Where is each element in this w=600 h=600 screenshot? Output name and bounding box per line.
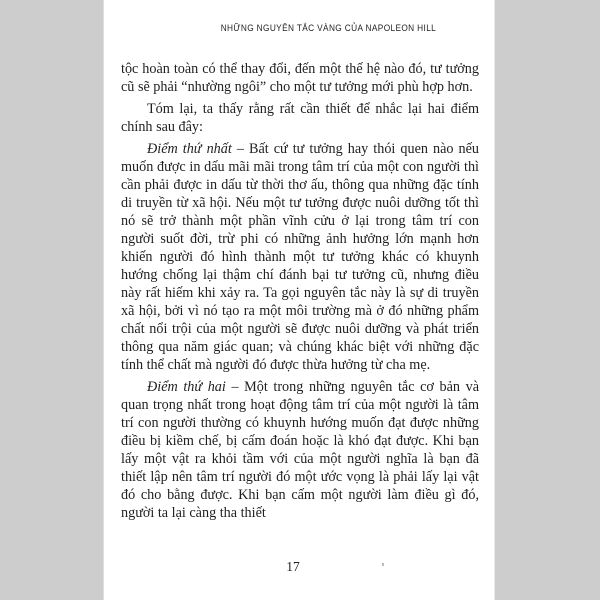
- paragraph: [121, 140, 479, 374]
- running-head: NHỮNG NGUYÊN TẮC VÀNG CỦA NAPOLEON HILL: [220, 23, 437, 33]
- paragraph: [121, 378, 479, 522]
- paragraph: [121, 60, 479, 96]
- paragraph-lead-italic: Điểm thứ nhất: [147, 141, 232, 157]
- paragraph-text: – Bất cứ tư tưởng hay thói quen nào nếu muốn được in dấu mãi mãi trong tâm trí của một con người thì cần phải được in dấu từ thời thơ ấu, thông qua những đặc tính di truyền từ xã hội. Nếu một tư tưởng được nuôi dưỡng tốt thì nó sẽ trở thành một phần vĩnh cửu ở lại trong tâm trí con người suốt đời, trừ phi có những ảnh hưởng lớn mạnh hơn khiến người đó hình thành một tư tưởng khác có khuynh hướng chống lại thậm chí đánh bại tư tưởng cũ, nhưng điều này rất hiếm khi xảy ra. Ta gọi nguyên tắc này là sự di truyền xã hội, bởi vì nó tạo ra một môi trường mà ở đó những phẩm chất nổi trội của một người sẽ được nuôi dưỡng và phát triển thông qua năm giác quan; và chúng khác biệt với những đặc tính thể chất mà người đó được thừa hưởng từ cha mẹ.: [121, 141, 480, 373]
- paragraph-lead-italic: Điểm thứ hai: [147, 379, 226, 395]
- paragraph: [121, 100, 479, 136]
- paragraph-text: Tóm lại, ta thấy rằng rất cần thiết để nhắc lại hai điểm chính sau đây:: [121, 101, 479, 135]
- text-block: [121, 60, 479, 526]
- page-number: 17: [286, 559, 300, 574]
- paragraph-text: – Một trong những nguyên tắc cơ bản và quan trọng nhất trong hoạt động tâm trí của một người là tâm trí con người thường có khuynh hướng muốn đạt được những điều bị kiềm chế, bị cấm đoán hoặc là khó đạt được. Khi bạn lấy một vật ra khỏi tầm với của một người nghĩa là bạn đã thiết lập nên tâm trí người đó một ước vọng là phải lấy lại vật đó cho bằng được. Khi bạn cấm một người làm điều gì đó, người ta lại càng tha thiết: [121, 379, 479, 521]
- paragraph-text: tộc hoàn toàn có thể thay đổi, đến một thế hệ nào đó, tư tưởng cũ sẽ phải “nhường ngôi” cho một tư tưởng mới phù hợp hơn.: [121, 61, 479, 95]
- book-page: [103, 0, 495, 600]
